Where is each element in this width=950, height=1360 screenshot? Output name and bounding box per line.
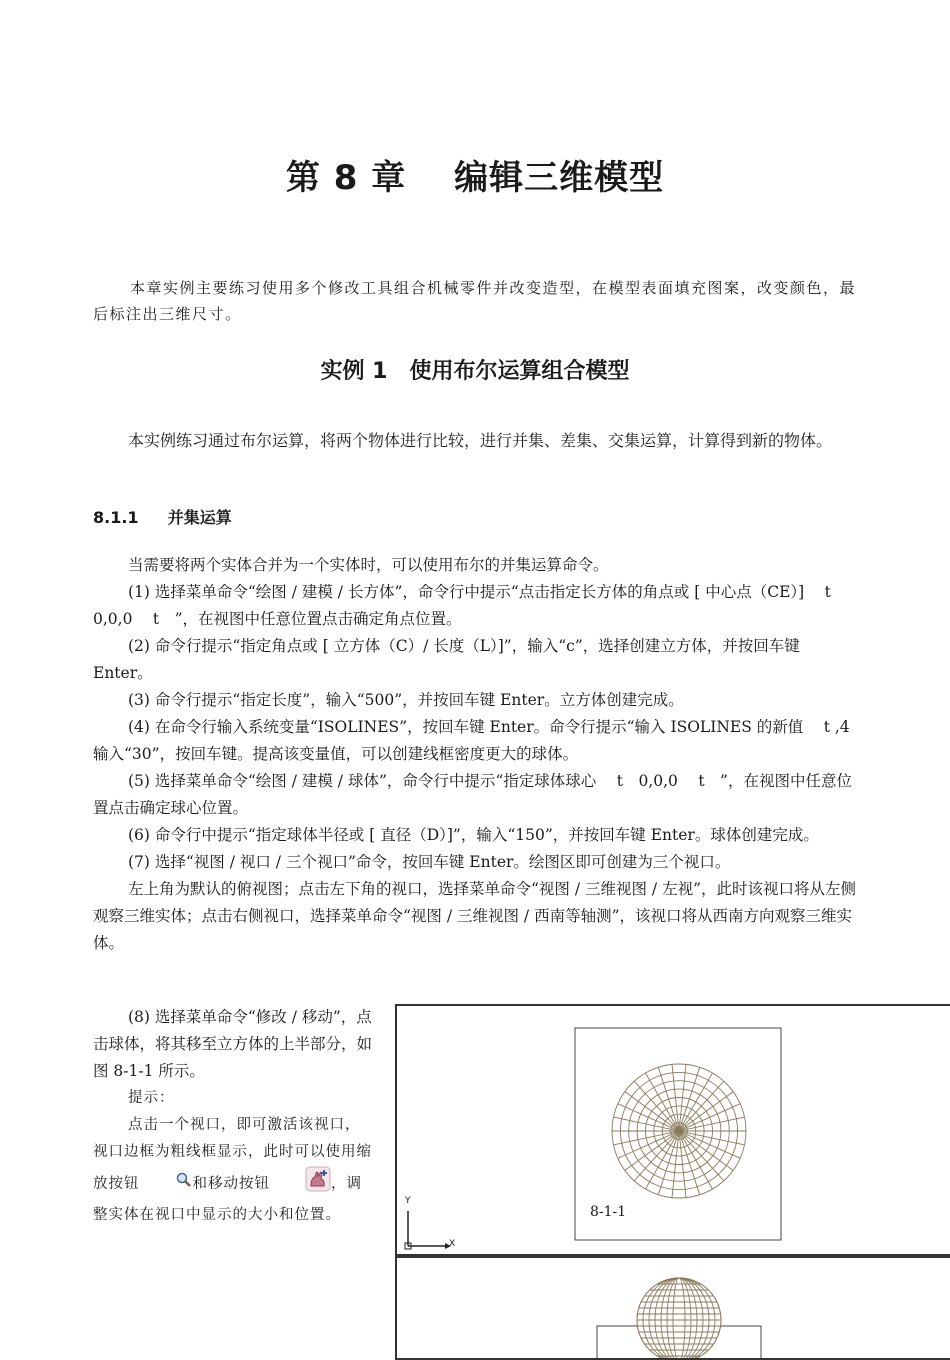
tip-text-3: ，调整实体在视口中显示的大小和位置。 — [93, 1176, 362, 1223]
axis-y-label: Y — [405, 1196, 411, 1206]
viewport-left[interactable] — [395, 1256, 950, 1360]
figure-label: 8-1-1 — [590, 1204, 627, 1220]
section-title: 并集运算 — [167, 508, 232, 527]
section-intro: 当需要将两个实体合并为一个实体时，可以使用布尔的并集运算命令。 — [128, 556, 609, 574]
axis-x-label: X — [449, 1239, 456, 1249]
step-5: (5) 选择菜单命令“绘图 / 建模 / 球体”，命令行中提示“指定球体球心 t 0,0,0 t ”，在视图中任意位置点击确定球心位置。 — [93, 772, 852, 817]
example-title: 实例 1 使用布尔运算组合模型 — [320, 359, 630, 384]
sphere-side-wireframe — [637, 1278, 721, 1358]
pan-icon — [270, 1166, 331, 1202]
chapter-intro: 本章实例主要练习使用多个修改工具组合机械零件并改变造型，在模型表面填充图案，改变颜色，最后标注出三维尺寸。 — [93, 279, 857, 323]
step-8: (8) 选择菜单命令“修改 / 移动”，点击球体，将其移至立方体的上半部分，如图 8-1-1 所示。 — [93, 1008, 373, 1080]
section-heading — [93, 505, 232, 528]
viewport-explanation: 左上角为默认的俯视图；点击左下角的视口，选择菜单命令“视图 / 三维视图 / 左视”，此时该视口将从左侧观察三维实体；点击右侧视口，选择菜单命令“视图 / 三维视图 / 西南等轴测”，该视口将从西南方向观察三维实体。 — [93, 880, 857, 952]
section-number: 8.1.1 — [93, 508, 139, 527]
sphere-wireframe — [612, 1064, 746, 1198]
top-view-drawing — [397, 1006, 950, 1254]
tip-text-1: 点击一个视口，即可激活该视口，视口边框为粗线框显示，此时可以使用缩放按钮 — [93, 1117, 372, 1192]
figure-8-1-1 — [395, 1004, 950, 1344]
step-6: (6) 命令行中提示“指定球体半径或 [ 直径（D）]”，输入“150”，并按回车键 Enter。球体创建完成。 — [128, 826, 819, 844]
left-view-drawing — [397, 1258, 950, 1358]
zoom-icon — [140, 1171, 193, 1198]
steps-list — [93, 552, 861, 957]
tip-text — [93, 1112, 375, 1229]
cube-outline-side — [597, 1326, 761, 1358]
step-3: (3) 命令行提示“指定长度”，输入“500”，并按回车键 Enter。立方体创建完成。 — [128, 691, 684, 709]
tip-text-2: 和移动按钮 — [192, 1176, 270, 1192]
step-4: (4) 在命令行输入系统变量“ISOLINES”，按回车键 Enter。命令行提示“输入 ISOLINES 的新值 t ,4输入“30”，按回车键。提高该变量值，可以创建线框密度更大的球体。 — [93, 718, 850, 763]
viewport-top[interactable] — [395, 1004, 950, 1256]
step-2: (2) 命令行提示“指定角点或 [ 立方体（C）/ 长度（L）]”，输入“c”，选择创建立方体，并按回车键 Enter。 — [93, 637, 800, 682]
step-7: (7) 选择“视图 / 视口 / 三个视口”命令，按回车键 Enter。绘图区即可创建为三个视口。 — [128, 853, 731, 871]
chapter-title: 第 8 章 编辑三维模型 — [285, 158, 665, 198]
step-1: (1) 选择菜单命令“绘图 / 建模 / 长方体”，命令行中提示“点击指定长方体的角点或 [ 中心点（CE）] t 0,0,0 t ”，在视图中任意位置点击确定角点位置。 — [93, 583, 847, 628]
side-column — [93, 1004, 375, 1229]
example-intro: 本实例练习通过布尔运算，将两个物体进行比较，进行并集、差集、交集运算，计算得到新的物体。 — [128, 431, 833, 450]
ucs-axes — [405, 1211, 451, 1249]
tip-label: 提示： — [128, 1090, 175, 1106]
